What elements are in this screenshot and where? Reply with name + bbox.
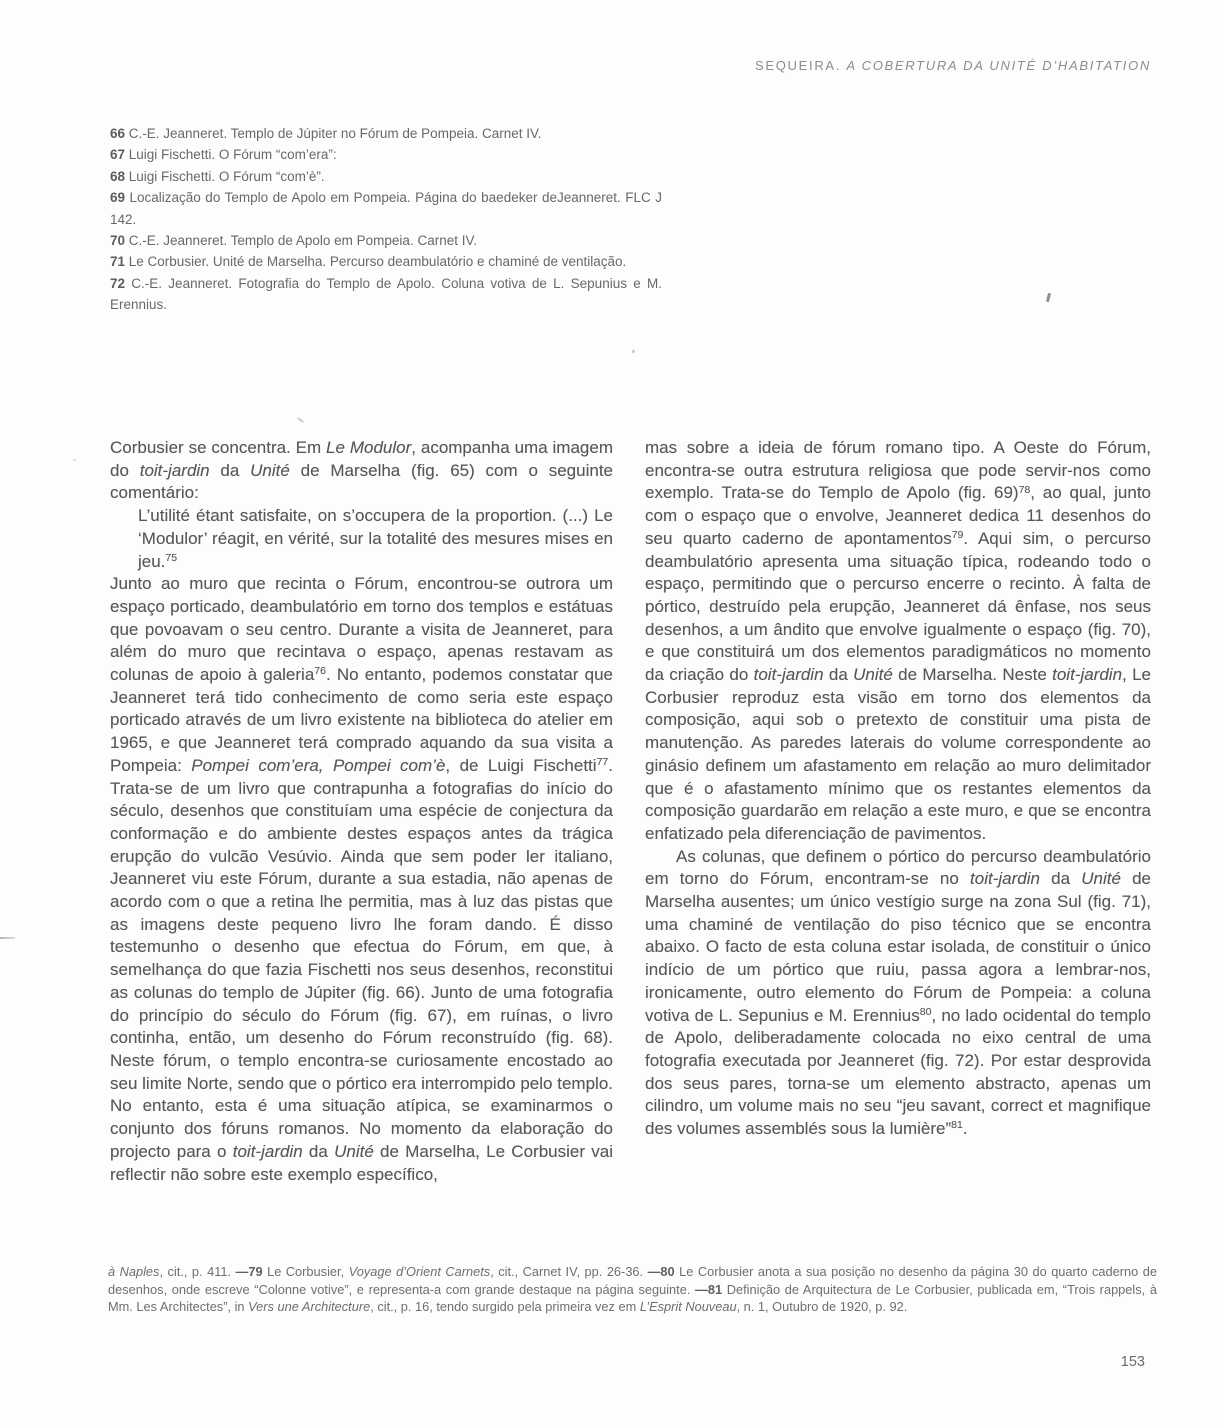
scan-artifact <box>73 459 76 461</box>
caption-70 <box>110 230 662 251</box>
caption-66 <box>110 123 662 144</box>
caption-text: Luigi Fischetti. O Fórum “com’era”: <box>125 147 337 163</box>
caption-number: 72 <box>110 275 126 291</box>
caption-69 <box>110 187 662 230</box>
caption-text: C.-E. Jeanneret. Fotografia do Templo de Apolo. Coluna votiva de L. Sepunius e M. Erennius. <box>110 275 662 313</box>
caption-text: C.-E. Jeanneret. Templo de Júpiter no Fórum de Pompeia. Carnet IV. <box>125 126 542 141</box>
running-head-author: SEQUEIRA. <box>755 58 842 73</box>
caption-67 <box>110 144 662 165</box>
running-head-title: A COBERTURA DA UNITÉ D’HABITATION <box>846 58 1151 73</box>
figure-captions <box>110 123 662 316</box>
paragraph-continuation: mas sobre a ideia de fórum romano tipo. A Oeste do Fórum, encontra-se outra estrutura religiosa que pode servir-nos como exemplo. Trata-se do Templo de Apolo (fig. 69)$^{78}$, ao qual, junto com o espaço que o envolve, Jeanneret dedica 11 desenhos do seu quarto caderno de apontamentos$^{79}$. Aqui sim, o percurso deambulatório apresenta uma situação típica, rodeando todo o espaço, permitindo que o percurso encerre o recinto. À falta de pórtico, destruído pela erupção, Jeanneret dá ênfase, nos seus desenhos, a um ândito que envolve igualmente o espaço (fig. 70), e que constituirá um dos elementos paradigmáticos no momento da criação do toit-jardin da Unité de Marselha. Neste toit-jardin, Le Corbusier reproduz esta visão em torno dos elementos da composição, aqui sob o pretexto de constituir uma pista de manutenção. As paredes laterais do volume correspondente ao ginásio definem um afastamento em relação ao muro delimitador que é o afastamento mínimo que os restantes elementos da composição guardarão em relação a este muro, e que se encontra enfatizado pela diferenciação de pavimentos. <box>645 438 1151 843</box>
paragraph-continuation: Corbusier se concentra. Em Le Modulor, acompanha uma imagem do toit-jardin da Unité de Marselha (fig. 65) com o seguinte comentário: <box>110 438 613 503</box>
scan-artifact <box>632 350 635 353</box>
caption-text: C.-E. Jeanneret. Templo de Apolo em Pompeia. Carnet IV. <box>125 233 477 249</box>
caption-number: 69 <box>110 190 126 206</box>
page-number: 153 <box>1120 1354 1145 1370</box>
left-column <box>110 437 613 1186</box>
footnotes: à Naples, cit., p. 411. —79 Le Corbusier, Voyage d’Orient Carnets, cit., Carnet IV, pp. 26-36. —80 Le Corbusier anota a sua posição no desenho da página 30 do quarto caderno de desenhos, onde escreve “Colonne votive”, e representa-a com grande destaque na página seguinte. —81 Definição de Arquitectura de Le Corbusier, publicada em, “Trois rappels, à Mm. Les Architectes”, in Vers une Architecture, cit., p. 16, tendo surgido pela primeira vez em L’Esprit Nouveau, n. 1, Outubro de 1920, p. 92. <box>108 1264 1157 1314</box>
caption-number: 66 <box>110 126 126 141</box>
caption-text: Le Corbusier. Unité de Marselha. Percurso deambulatório e chaminé de ventilação. <box>125 254 627 270</box>
caption-text: Localização do Templo de Apolo em Pompeia. Página do baedeker deJeanneret. FLC J 142. <box>110 190 662 227</box>
caption-71 <box>110 251 662 272</box>
paragraph: Junto ao muro que recinta o Fórum, encontrou-se outrora um espaço porticado, deambulatório em torno dos templos e estátuas que povoavam o seu centro. Durante a visita de Jeanneret, para além do muro que recintava o espaço, apenas restavam as colunas de apoio à galeria$^{76}$. No entanto, podemos constatar que Jeanneret terá tido conhecimento de como seria este espaço porticado através de um livro existente na biblioteca do atelier em 1965, e que Jeanneret terá comprado aquando da sua visita a Pompeia: Pompei com’era, Pompei com’è, de Luigi Fischetti$^{77}$. Trata-se de um livro que contrapunha a fotografias do início do século, desenhos que constituíam uma espécie de conjectura da conformação e do ambiente destes espaços antes da trágica erupção do vulcão Vesúvio. Ainda que sem poder ler italiano, Jeanneret viu este Fórum, durante a sua estadia, não apenas de acordo com o que a retina lhe permitia, mas à luz das pistas que as imagens deste pequeno livro lhe foram dando. É disso testemunho o desenho que efectua do Fórum, em que, à semelhança do que fazia Fischetti nos seus desenhos, reconstitui as colunas do templo de Júpiter (fig. 66). Junto de uma fotografia do princípio do século do Fórum (fig. 67), em ruínas, o livro continha, então, um desenho do Fórum reconstruído (fig. 68). Neste fórum, o templo encontra-se curiosamente encostado ao seu limite Norte, sendo que o pórtico era interrompido pelo templo. No entanto, esta é uma situação atípica, se examinarmos o conjunto dos fóruns romanos. No momento da elaboração do projecto para o toit-jardin da Unité de Marselha, Le Corbusier vai reflectir não sobre este exemplo específico, <box>110 574 614 1184</box>
caption-number: 68 <box>110 168 126 184</box>
block-quote: L’utilité étant satisfaite, on s’occupera de la proportion. (...) Le ‘Modulor’ réagit, en vérité, sur la totalité des mesures mises en jeu.$^{75}$ <box>138 506 613 571</box>
running-head <box>755 58 1151 73</box>
caption-number: 67 <box>110 147 126 163</box>
caption-number: 70 <box>110 233 126 249</box>
paragraph: As colunas, que definem o pórtico do percurso deambulatório em torno do Fórum, encontram-se no toit-jardin da Unité de Marselha ausentes; um único vestígio surge na zona Sul (fig. 71), uma chaminé de ventilação do piso técnico que se encontra abaixo. O facto de esta coluna estar isolada, de constituir o único indício de um pórtico que ruiu, passa agora a lembrar-nos, ironicamente, outro elemento do Fórum de Pompeia: a coluna votiva de L. Sepunius e M. Erennius$^{80}$, no lado ocidental do templo de Apolo, deliberadamente colocada no eixo central de uma fotografia executada por Jeanneret (fig. 72). Por estar desprovida dos seus pares, torna-se um elemento abstracto, apenas um cilindro, um volume mais no seu “jeu savant, correct et magnifique des volumes assemblés sous la lumière”$^{81}$. <box>645 846 1151 1139</box>
caption-72 <box>110 273 662 316</box>
right-column <box>645 437 1151 1141</box>
caption-number: 71 <box>110 254 126 270</box>
scan-artifact <box>0 937 15 939</box>
caption-68 <box>110 166 662 187</box>
scan-artifact <box>1046 293 1051 302</box>
scan-artifact <box>297 417 304 423</box>
caption-text: Luigi Fischetti. O Fórum “com’è”. <box>125 168 325 184</box>
